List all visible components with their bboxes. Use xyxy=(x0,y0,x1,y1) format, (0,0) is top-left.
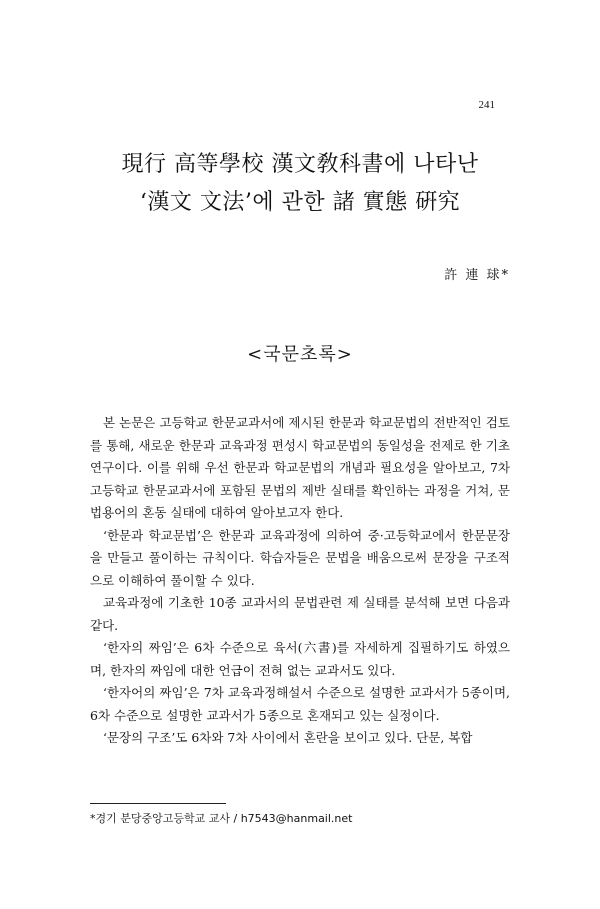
abstract-body xyxy=(90,412,510,750)
title-line-1: 現行 高等學校 漢文敎科書에 나타난 xyxy=(121,152,479,177)
author-name: 許 連 球* xyxy=(444,268,510,283)
abstract-paragraph: ‘문장의 구조’도 6차와 7차 사이에서 혼란을 보이고 있다. 단문, 복합 xyxy=(103,730,473,745)
paper-title xyxy=(0,146,600,222)
abstract-heading: <국문초록> xyxy=(247,344,353,365)
footnote-divider xyxy=(90,803,226,804)
abstract-paragraph: ‘한자의 짜임’은 6차 수준으로 육서(六書)를 자세하게 집필하기도 하였으며, 한자의 짜임에 대한 언급이 전혀 없는 교과서도 있다. xyxy=(90,640,510,678)
abstract-paragraph: ‘한자어의 짜임’은 7차 교육과정해설서 수준으로 설명한 교과서가 5종이며, 6차 수준으로 설명한 교과서가 5종으로 혼재되고 있는 실정이다. xyxy=(90,685,510,723)
title-line-2: ‘漢文 文法’에 관한 諸 實態 硏究 xyxy=(139,190,461,215)
abstract-paragraph: 교육과정에 기초한 10종 교과서의 문법관련 제 실태를 분석해 보면 다음과 같다. xyxy=(90,595,510,633)
page-number: 241 xyxy=(478,99,495,111)
footnote: *경기 분당중앙고등학교 교사 / h7543@hanmail.net xyxy=(90,812,353,825)
abstract-paragraph: 본 논문은 고등학교 한문교과서에 제시된 한문과 학교문법의 전반적인 검토를 통해, 새로운 한문과 교육과정 편성시 학교문법의 동일성을 전제로 한 기초연구이다. 이를 위해 우선 한문과 학교문법의 개념과 필요성을 알아보고, 7차 고등학교 한문교과서에 포함된 문법의 제반 실태를 확인하는 과정을 거쳐, 문법용어의 혼동 실태에 대하여 알아보고자 한다. xyxy=(90,415,510,520)
abstract-paragraph: ‘한문과 학교문법’은 한문과 교육과정에 의하여 중·고등학교에서 한문문장을 만들고 풀이하는 규칙이다. 학습자들은 문법을 배움으로써 문장을 구조적으로 이해하여 풀이할 수 있다. xyxy=(90,527,510,588)
